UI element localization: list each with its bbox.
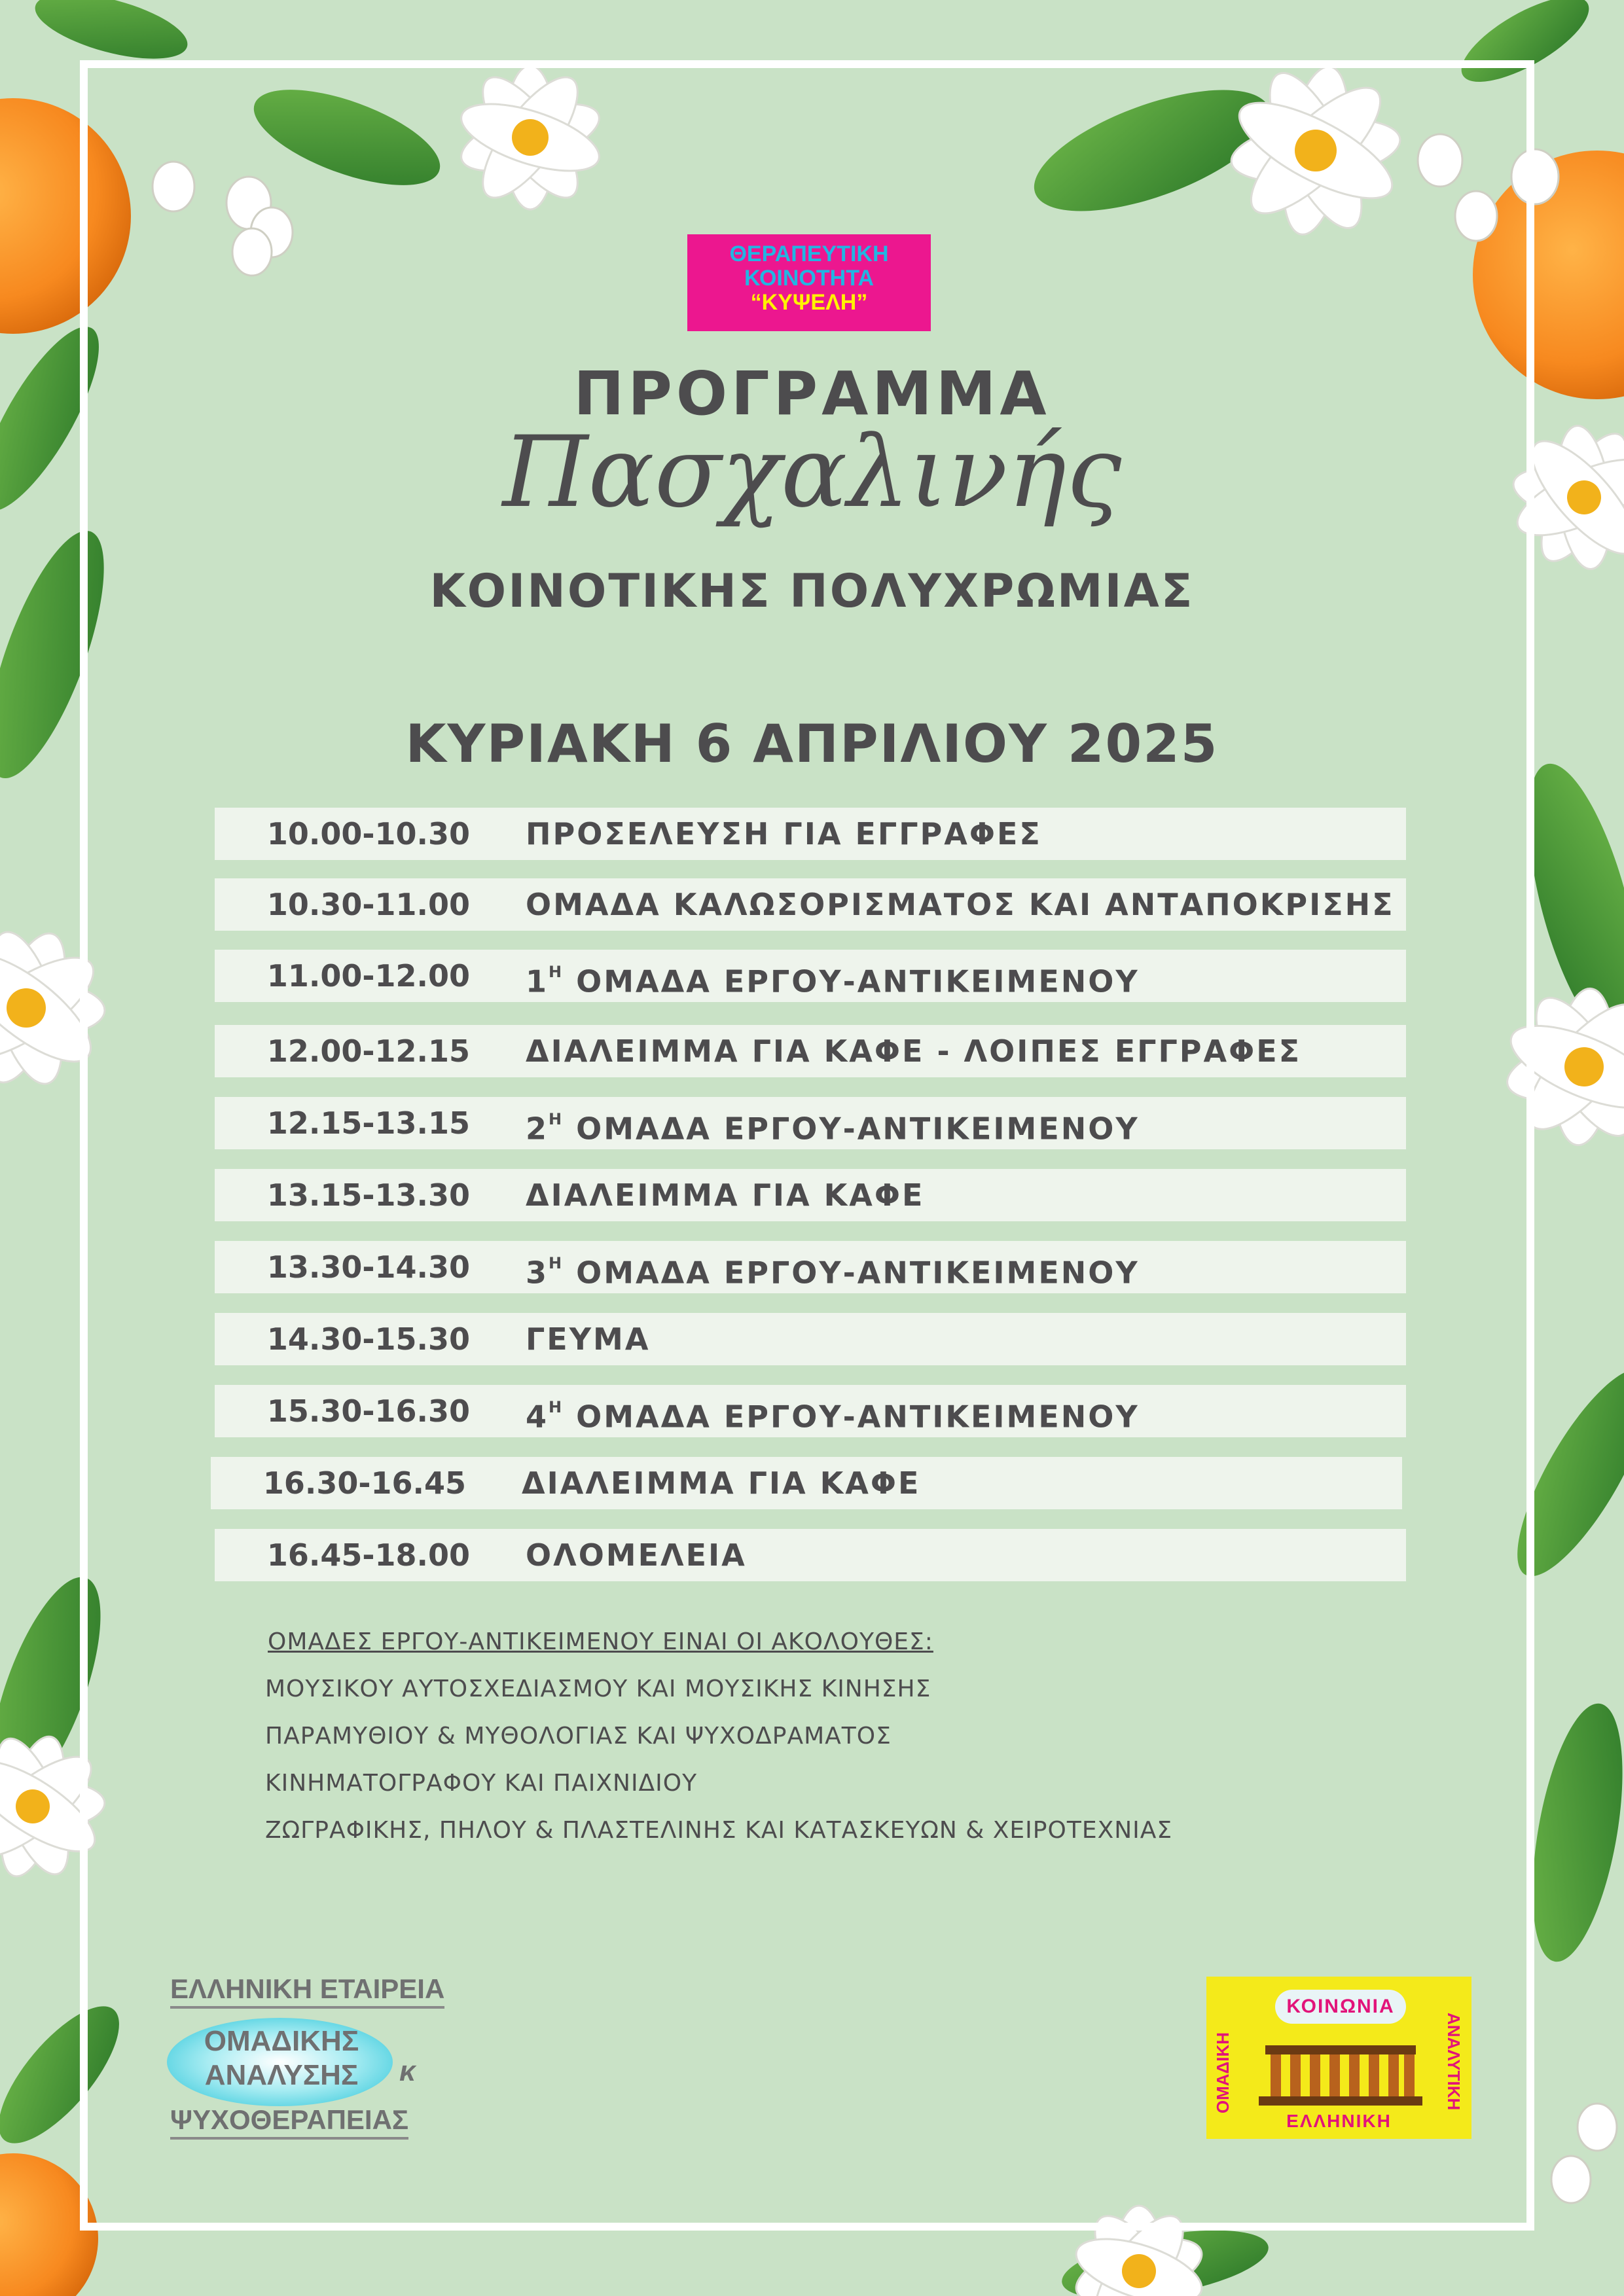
schedule-row [215, 1385, 1406, 1437]
schedule-activity: ΔΙΑΛΕΙΜΜΑ ΓΙΑ ΚΑΦΕ - ΛΟΙΠΕΣ ΕΓΓΡΑΦΕΣ [526, 1033, 1302, 1069]
schedule-activity: ΟΛΟΜΕΛΕΙΑ [526, 1537, 747, 1573]
schedule-time: 12.15-13.15 [266, 1105, 470, 1141]
ordinal-suffix: Η [549, 1110, 564, 1128]
logo-side-right: ΑΝΑΛΥΤΙΚΗ [1444, 2013, 1464, 2111]
schedule-time: 13.15-13.30 [266, 1177, 470, 1213]
notes-item: ΖΩΓΡΑΦΙΚΗΣ, ΠΗΛΟΥ & ΠΛΑΣΤΕΛΙΝΗΣ ΚΑΙ ΚΑΤΑΣΚΕΥΩΝ & ΧΕΙΡΟΤΕΧΝΙΑΣ [265, 1817, 1173, 1844]
schedule-row [215, 1313, 1406, 1365]
logo-line: ΟΜΑΔΙΚΗΣ [204, 2025, 359, 2057]
title-line-2: ΚΟΙΝΟΤΙΚΗΣ ΠΟΛΥΧΡΩΜΙΑΣ [429, 564, 1195, 618]
logo-side-left: ΟΜΑΔΙΚΗ [1213, 2032, 1233, 2114]
activity-text: ΟΜΑΔΑ ΕΡΓΟΥ-ΑΝΤΙΚΕΙΜΕΝΟΥ [564, 963, 1140, 999]
notes-heading: ΟΜΑΔΕΣ ΕΡΓΟΥ-ΑΝΤΙΚΕΙΜΕΝΟΥ ΕΙΝΑΙ ΟΙ ΑΚΟΛΟΥΘΕΣ: [268, 1628, 933, 1655]
logo-line: ΚΟΙΝΟΤΗΤΑ [744, 266, 874, 291]
schedule-time: 11.00-12.00 [266, 958, 470, 994]
schedule-row [215, 1169, 1406, 1221]
schedule-time: 14.30-15.30 [266, 1321, 470, 1357]
logo-line: “ΚΥΨΕΛΗ” [750, 290, 868, 315]
schedule-time: 16.30-16.45 [262, 1465, 466, 1501]
schedule-activity [526, 1097, 1140, 1155]
schedule-activity [526, 1241, 1140, 1299]
ordinal-number: 1 [526, 963, 549, 999]
activity-text: ΟΜΑΔΑ ΕΡΓΟΥ-ΑΝΤΙΚΕΙΜΕΝΟΥ [564, 1399, 1140, 1435]
activity-text: ΟΜΑΔΑ ΕΡΓΟΥ-ΑΝΤΙΚΕΙΜΕΝΟΥ [564, 1255, 1140, 1291]
group-analysis-society-logo [167, 1973, 455, 2144]
schedule-activity: ΔΙΑΛΕΙΜΜΑ ΓΙΑ ΚΑΦΕ [522, 1465, 921, 1501]
logo-line: ΕΛΛΗΝΙΚΗ ΕΤΑΙΡΕΙΑ [170, 1973, 444, 2009]
event-date: ΚΥΡΙΑΚΗ 6 ΑΠΡΙΛΙΟΥ 2025 [405, 713, 1219, 774]
schedule-row [215, 1097, 1406, 1149]
groups-notes [265, 1628, 1172, 1864]
schedule-row [211, 1457, 1402, 1509]
logo-center-text [203, 2024, 360, 2092]
logo-line: ΘΕΡΑΠΕΥΤΙΚΗ [729, 242, 889, 266]
schedule-activity [526, 1385, 1140, 1443]
kypseli-logo [687, 234, 931, 331]
schedule-row [215, 1025, 1406, 1077]
temple-icon [1259, 2039, 1422, 2108]
schedule-time: 16.45-18.00 [266, 1537, 470, 1573]
ordinal-suffix: Η [549, 963, 564, 981]
koinonia-logo [1206, 1977, 1471, 2139]
ordinal-number: 3 [526, 1255, 549, 1291]
logo-line: ΨΥΧΟΘΕΡΑΠΕΙΑΣ [170, 2104, 408, 2140]
schedule-activity: ΠΡΟΣΕΛΕΥΣΗ ΓΙΑ ΕΓΓΡΑΦΕΣ [526, 816, 1042, 852]
schedule-activity: ΓΕΥΜΑ [526, 1321, 651, 1357]
schedule-row [215, 1529, 1406, 1581]
logo-bottom: ΕΛΛΗΝΙΚΗ [1286, 2111, 1392, 2131]
notes-item: ΚΙΝΗΜΑΤΟΓΡΑΦΟΥ ΚΑΙ ΠΑΙΧΝΙΔΙΟΥ [265, 1770, 698, 1797]
logo-pill: ΚΟΙΝΩΝΙΑ [1275, 1990, 1406, 2024]
logo-amp: κ [399, 2055, 416, 2087]
notes-item: ΠΑΡΑΜΥΘΙΟΥ & ΜΥΘΟΛΟΓΙΑΣ ΚΑΙ ΨΥΧΟΔΡΑΜΑΤΟΣ [265, 1723, 892, 1749]
activity-text: ΟΜΑΔΑ ΕΡΓΟΥ-ΑΝΤΙΚΕΙΜΕΝΟΥ [564, 1111, 1140, 1147]
schedule-time: 13.30-14.30 [266, 1249, 470, 1285]
ordinal-suffix: Η [549, 1398, 564, 1416]
schedule-time: 12.00-12.15 [266, 1033, 470, 1069]
schedule-row [215, 878, 1406, 931]
ordinal-suffix: Η [549, 1254, 564, 1272]
schedule-activity: ΔΙΑΛΕΙΜΜΑ ΓΙΑ ΚΑΦΕ [526, 1177, 925, 1213]
schedule-row [215, 808, 1406, 860]
schedule-row [215, 1241, 1406, 1293]
schedule-activity: ΟΜΑΔΑ ΚΑΛΩΣΟΡΙΣΜΑΤΟΣ ΚΑΙ ΑΝΤΑΠΟΚΡΙΣΗΣ [526, 887, 1395, 922]
title-script: Πασχαλινής [502, 416, 1122, 529]
schedule-row [215, 950, 1406, 1002]
ordinal-number: 4 [526, 1399, 549, 1435]
title-line-1: ΠΡΟΓΡΑΜΜΑ [573, 359, 1051, 429]
schedule-activity [526, 950, 1140, 1007]
schedule-time: 15.30-16.30 [266, 1393, 470, 1429]
schedule-time: 10.00-10.30 [266, 816, 470, 852]
logo-line: ΑΝΑΛΥΣΗΣ [204, 2059, 359, 2091]
ordinal-number: 2 [526, 1111, 549, 1147]
notes-item: ΜΟΥΣΙΚΟΥ ΑΥΤΟΣΧΕΔΙΑΣΜΟΥ ΚΑΙ ΜΟΥΣΙΚΗΣ ΚΙΝΗΣΗΣ [265, 1676, 931, 1702]
schedule-time: 10.30-11.00 [266, 887, 470, 922]
